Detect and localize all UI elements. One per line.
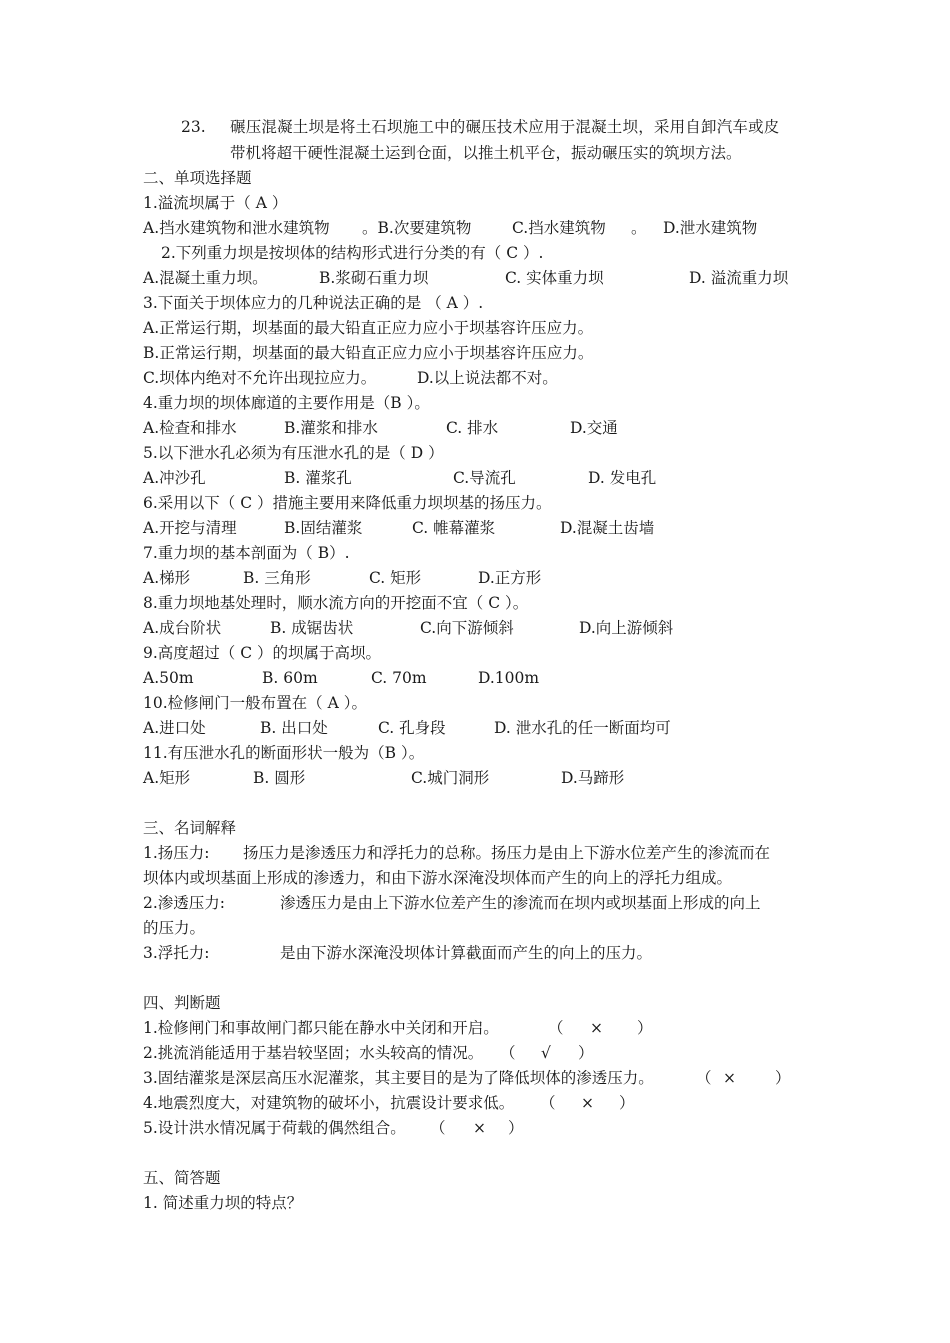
- q2-option-c: C. 实体重力坝: [505, 269, 604, 287]
- term-3-def-line1: 是由下游水深淹没坝体计算截面而产生的向上的压力。: [280, 944, 653, 962]
- judge-2-open-paren: （: [500, 1044, 516, 1062]
- q10-option-b: B. 出口处: [260, 719, 328, 737]
- judge-3-close-paren: ）: [775, 1069, 791, 1087]
- q8-stem: 8.重力坝地基处理时，顺水流方向的开挖面不宜（ C ）。: [143, 594, 529, 612]
- term-2-label: 2.渗透压力:: [143, 894, 226, 912]
- q7-option-b: B. 三角形: [243, 569, 311, 587]
- judge-5-open-paren: （: [430, 1119, 446, 1137]
- q5-option-d: D. 发电孔: [588, 469, 657, 487]
- q11-option-d: D.马蹄形: [561, 769, 625, 787]
- q11-stem: 11.有压泄水孔的断面形状一般为（B ）。: [143, 744, 425, 762]
- q10-option-d: D. 泄水孔的任一断面均可: [494, 719, 671, 737]
- q2-option-a: A.混凝土重力坝。: [143, 269, 268, 287]
- q9-option-a: A.50m: [143, 669, 194, 687]
- q2-options: [0, 268, 950, 288]
- q4-option-c: C. 排水: [446, 419, 499, 437]
- q1-stem: 1.溢流坝属于（ A ）: [143, 194, 288, 212]
- judge-1-mark: ×: [590, 1019, 603, 1037]
- term-3: [0, 943, 950, 963]
- q10-option-a: A.进口处: [143, 719, 206, 737]
- q6-stem: 6.采用以下（ C ）措施主要用来降低重力坝坝基的扬压力。: [143, 494, 552, 512]
- q5-option-c: C.导流孔: [453, 469, 516, 487]
- judge-1-open-paren: （: [548, 1019, 564, 1037]
- q9-stem: 9.高度超过（ C ）的坝属于高坝。: [143, 644, 382, 662]
- q5-option-a: A.冲沙孔: [143, 469, 206, 487]
- q7-stem: 7.重力坝的基本剖面为（ B）.: [143, 544, 350, 562]
- section-title-judgement: 四、判断题: [143, 994, 221, 1012]
- term-1-def-line1: 扬压力是渗透压力和浮托力的总称。扬压力是由上下游水位差产生的渗流而在: [243, 844, 771, 862]
- q4-option-b: B.灌浆和排水: [284, 419, 378, 437]
- q2-option-d: D. 溢流重力坝: [689, 269, 789, 287]
- judge-3-text: 3.固结灌浆是深层高压水泥灌浆，其主要目的是为了降低坝体的渗透压力。: [143, 1069, 654, 1087]
- q11-option-c: C.城门洞形: [411, 769, 490, 787]
- term-2-def-line1: 渗透压力是由上下游水位差产生的渗流而在坝内或坝基面上形成的向上: [280, 894, 761, 912]
- q4-stem: 4.重力坝的坝体廊道的主要作用是（B ）。: [143, 394, 430, 412]
- judge-1: [0, 1018, 950, 1038]
- q10-options: [0, 718, 950, 738]
- q6-option-b: B.固结灌浆: [284, 519, 363, 537]
- q11-option-b: B. 圆形: [253, 769, 306, 787]
- q3-option-b: B.正常运行期，坝基面的最大铅直正应力应小于坝基容许压应力。: [143, 344, 594, 362]
- judge-1-close-paren: ）: [637, 1019, 653, 1037]
- q6-option-d: D.混凝土齿墙: [560, 519, 655, 537]
- term-1: [0, 843, 950, 863]
- term-1-def-line2: 坝体内或坝基面上形成的渗透力，和由下游水深淹没坝体而产生的向上的浮托力组成。: [143, 869, 733, 887]
- q4-options: [0, 418, 950, 438]
- q5-options: [0, 468, 950, 488]
- judge-3-open-paren: （: [696, 1069, 712, 1087]
- q6-option-c: C. 帷幕灌浆: [412, 519, 496, 537]
- term-2-def-line2: 的压力。: [143, 919, 206, 937]
- q9-option-b: B. 60m: [262, 669, 318, 687]
- judge-2-text: 2.挑流消能适用于基岩较坚固；水头较高的情况。: [143, 1044, 484, 1062]
- judge-5: [0, 1118, 950, 1138]
- q2-stem: 2.下列重力坝是按坝体的结构形式进行分类的有（ C ）.: [161, 244, 544, 262]
- q8-option-c: C.向下游倾斜: [420, 619, 514, 637]
- judge-1-text: 1.检修闸门和事故闸门都只能在静水中关闭和开启。: [143, 1019, 499, 1037]
- judge-3: [0, 1068, 950, 1088]
- q1-dot: 。: [631, 219, 647, 237]
- term-3-label: 3.浮托力:: [143, 944, 210, 962]
- q9-option-d: D.100m: [478, 669, 540, 687]
- q9-options: [0, 668, 950, 688]
- q2-option-b: B.浆砌石重力坝: [319, 269, 429, 287]
- q9-option-c: C. 70m: [371, 669, 427, 687]
- q1-option-d: D.泄水建筑物: [663, 219, 758, 237]
- judge-2-mark: √: [541, 1044, 551, 1062]
- q6-options: [0, 518, 950, 538]
- q23-line2: 带机将超干硬性混凝土运到仓面，以推土机平仓，振动碾压实的筑坝方法。: [230, 144, 742, 162]
- q8-option-b: B. 成锯齿状: [270, 619, 354, 637]
- judge-5-mark: ×: [473, 1119, 486, 1137]
- q3-option-c: C.坝体内绝对不允许出现拉应力。: [143, 369, 377, 387]
- q10-option-c: C. 孔身段: [378, 719, 446, 737]
- q11-option-a: A.矩形: [143, 769, 191, 787]
- judge-4-close-paren: ）: [619, 1094, 635, 1112]
- q1-option-c: C.挡水建筑物: [512, 219, 606, 237]
- q6-option-a: A.开挖与清理: [143, 519, 237, 537]
- judge-4-open-paren: （: [540, 1094, 556, 1112]
- section-title-single-choice: 二、单项选择题: [143, 169, 252, 187]
- q11-options: [0, 768, 950, 788]
- judge-2: [0, 1043, 950, 1063]
- q8-options: [0, 618, 950, 638]
- q23-number: 23.: [181, 118, 206, 136]
- q7-option-d: D.正方形: [478, 569, 542, 587]
- q3-stem: 3.下面关于坝体应力的几种说法正确的是 （ A ）.: [143, 294, 484, 312]
- q5-option-b: B. 灌浆孔: [284, 469, 352, 487]
- q8-option-a: A.成台阶状: [143, 619, 222, 637]
- judge-2-close-paren: ）: [578, 1044, 594, 1062]
- q5-stem: 5.以下泄水孔必须为有压泄水孔的是（ D ）: [143, 444, 444, 462]
- q10-stem: 10.检修闸门一般布置在（ A ）。: [143, 694, 367, 712]
- q1-option-b: 。B.次要建筑物: [362, 219, 472, 237]
- section-title-terms: 三、名词解释: [143, 819, 237, 837]
- judge-5-close-paren: ）: [508, 1119, 524, 1137]
- q1-options: [0, 218, 950, 238]
- q4-option-a: A.检查和排水: [143, 419, 237, 437]
- short-answer-q1: 1. 简述重力坝的特点？: [143, 1194, 303, 1212]
- q3-option-d: D.以上说法都不对。: [417, 369, 558, 387]
- q7-option-a: A.梯形: [143, 569, 191, 587]
- judge-3-mark: ×: [723, 1069, 736, 1087]
- judge-4: [0, 1093, 950, 1113]
- q3-options-cd: [0, 368, 950, 388]
- q3-option-a: A.正常运行期，坝基面的最大铅直正应力应小于坝基容许压应力。: [143, 319, 594, 337]
- q7-options: [0, 568, 950, 588]
- section-title-short-answer: 五、简答题: [143, 1169, 221, 1187]
- q8-option-d: D.向上游倾斜: [579, 619, 674, 637]
- q7-option-c: C. 矩形: [369, 569, 422, 587]
- term-1-label: 1.扬压力:: [143, 844, 210, 862]
- q4-option-d: D.交通: [570, 419, 618, 437]
- q23-line1: 碾压混凝土坝是将土石坝施工中的碾压技术应用于混凝土坝，采用自卸汽车或皮: [230, 118, 780, 136]
- q1-option-a: A.挡水建筑物和泄水建筑物: [143, 219, 330, 237]
- judge-4-mark: ×: [581, 1094, 594, 1112]
- term-2: [0, 893, 950, 913]
- judge-5-text: 5.设计洪水情况属于荷载的偶然组合。: [143, 1119, 406, 1137]
- judge-4-text: 4.地震烈度大，对建筑物的破坏小，抗震设计要求低。: [143, 1094, 515, 1112]
